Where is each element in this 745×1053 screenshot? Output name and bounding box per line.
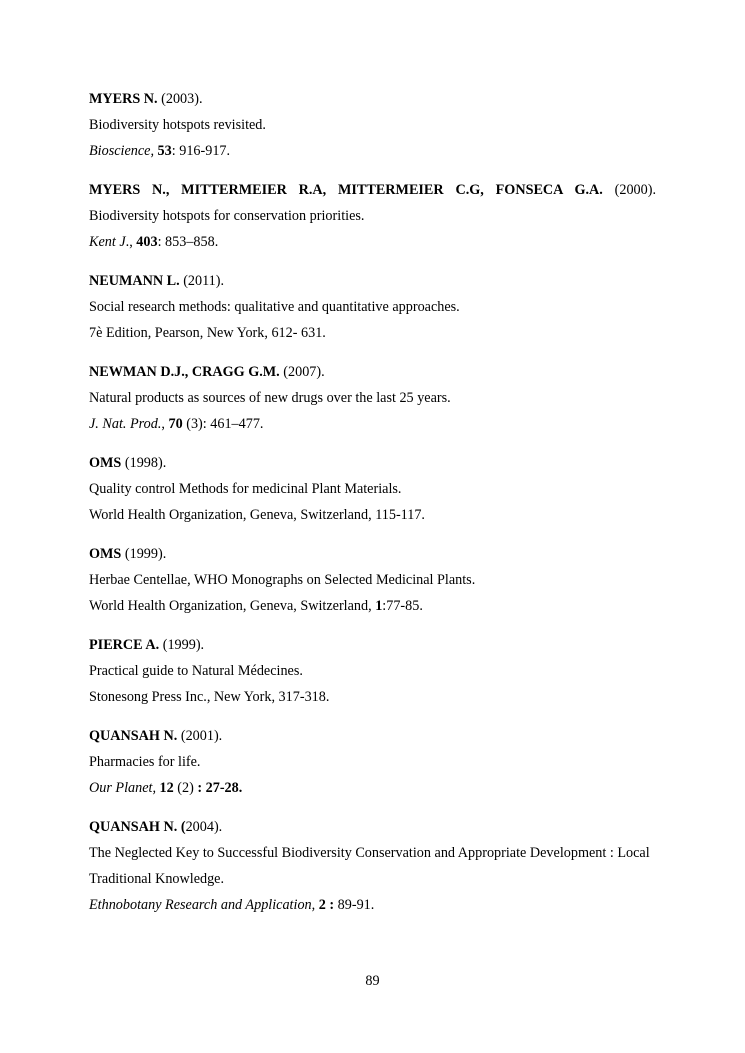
reference-source [89, 593, 656, 619]
reference-source-segment: Ethnobotany Research and Application, [89, 897, 319, 913]
reference-year: 2004). [185, 819, 223, 835]
reference-source-segment: : 27-28. [197, 780, 243, 796]
page-number: 89 [365, 973, 380, 989]
reference-author: MYERS N., MITTERMEIER R.A, MITTERMEIER C.G, FONSECA G.A. [89, 182, 603, 198]
reference-entry [89, 86, 656, 164]
reference-heading [89, 632, 656, 658]
reference-source-segment: , [161, 416, 169, 432]
reference-year: (2000). [602, 182, 657, 198]
reference-heading [89, 450, 656, 476]
reference-author: OMS [89, 546, 122, 562]
reference-year: (1999). [121, 546, 167, 562]
reference-source [89, 138, 656, 164]
reference-source-segment: : 916-917. [171, 143, 231, 159]
reference-source-segment: Bioscience [89, 143, 151, 159]
reference-source-segment: (2) [173, 780, 198, 796]
reference-title: Natural products as sources of new drugs over the last 25 years. [89, 390, 451, 406]
reference-title: Herbae Centellae, WHO Monographs on Selected Medicinal Plants. [89, 572, 476, 588]
reference-heading [89, 723, 656, 749]
reference-author: MYERS N. [89, 91, 158, 107]
reference-entry [89, 450, 656, 528]
reference-source-segment: World Health Organization, Geneva, Switzerland, 115-117. [89, 507, 425, 523]
reference-source-segment: World Health Organization, Geneva, Switzerland, [89, 598, 376, 614]
reference-author: OMS [89, 455, 122, 471]
reference-heading [89, 814, 656, 840]
reference-source [89, 892, 656, 918]
reference-author: PIERCE A. [89, 637, 160, 653]
reference-source-segment: Kent J [89, 234, 126, 250]
reference-source-segment: 1 [375, 598, 383, 614]
reference-heading [89, 177, 656, 203]
reference-source-segment: (3): 461–477. [182, 416, 264, 432]
reference-heading [89, 359, 656, 385]
reference-source-segment: 403 [136, 234, 158, 250]
reference-year: (1999). [159, 637, 205, 653]
reference-title: Social research methods: qualitative and quantitative approaches. [89, 299, 460, 315]
reference-entry [89, 814, 656, 918]
reference-year: (2003). [157, 91, 203, 107]
reference-title: The Neglected Key to Successful Biodiversity Conservation and Appropriate Development : Local Traditional Knowledge. [89, 845, 650, 887]
reference-source-segment: J. Nat. Prod. [89, 416, 162, 432]
reference-source-segment: 7è Edition, Pearson, New York, 612- 631. [89, 325, 326, 341]
reference-year: (2011). [179, 273, 225, 289]
reference-entry [89, 268, 656, 346]
reference-author: QUANSAH N. [89, 728, 178, 744]
reference-entry [89, 632, 656, 710]
reference-title: Biodiversity hotspots for conservation priorities. [89, 208, 365, 224]
reference-source-segment: , [150, 143, 158, 159]
reference-entry [89, 541, 656, 619]
reference-source [89, 775, 656, 801]
reference-source [89, 684, 656, 710]
reference-source-segment: 89-91. [334, 897, 375, 913]
reference-source-segment: ., [125, 234, 137, 250]
reference-source-segment: 12 [159, 780, 174, 796]
reference-source [89, 229, 656, 255]
reference-heading [89, 268, 656, 294]
reference-title: Practical guide to Natural Médecines. [89, 663, 303, 679]
reference-year: (2001). [177, 728, 223, 744]
reference-year: (1998). [121, 455, 167, 471]
reference-entry [89, 723, 656, 801]
reference-heading [89, 86, 656, 112]
reference-source-segment: 2 : [318, 897, 335, 913]
reference-title: Biodiversity hotspots revisited. [89, 117, 266, 133]
reference-source [89, 502, 656, 528]
reference-source-segment: 70 [168, 416, 183, 432]
reference-author: NEUMANN L. [89, 273, 180, 289]
reference-author: QUANSAH N. ( [89, 819, 186, 835]
reference-entry [89, 359, 656, 437]
reference-list [89, 86, 656, 931]
reference-entry [89, 177, 656, 255]
reference-author: NEWMAN D.J., CRAGG G.M. [89, 364, 280, 380]
reference-title: Quality control Methods for medicinal Plant Materials. [89, 481, 402, 497]
reference-source-segment: 53 [157, 143, 172, 159]
reference-source-segment: Our Planet, [89, 780, 160, 796]
reference-source [89, 411, 656, 437]
reference-heading [89, 541, 656, 567]
reference-source [89, 320, 656, 346]
reference-year: (2007). [279, 364, 325, 380]
reference-source-segment: Stonesong Press Inc., New York, 317-318. [89, 689, 330, 705]
reference-source-segment: : 853–858. [157, 234, 219, 250]
reference-source-segment: :77-85. [382, 598, 423, 614]
reference-title: Pharmacies for life. [89, 754, 201, 770]
